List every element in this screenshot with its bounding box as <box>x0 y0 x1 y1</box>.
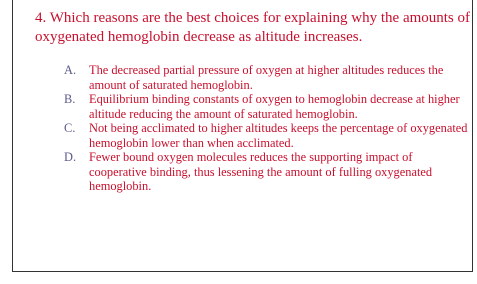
question-text: 4. Which reasons are the best choices for explaining why the amounts of oxygenated hemoglobin decrease as altitude increases. <box>35 10 471 45</box>
option-letter: D. <box>64 150 77 164</box>
option-letter: A. <box>64 63 77 77</box>
question-card-frame <box>12 0 473 272</box>
answer-option-d[interactable] <box>64 150 469 194</box>
answer-option-a[interactable] <box>64 63 469 92</box>
option-letter: C. <box>64 121 76 135</box>
option-text: Fewer bound oxygen molecules reduces the supporting impact of cooperative binding, thus lessening the amount of fulling oxygenated hemoglobin. <box>89 150 433 193</box>
answer-option-c[interactable] <box>64 121 469 150</box>
option-letter: B. <box>64 92 76 106</box>
option-text: The decreased partial pressure of oxygen at higher altitudes reduces the amount of saturated hemoglobin. <box>89 63 444 92</box>
option-text: Equilibrium binding constants of oxygen to hemoglobin decrease at higher altitude reducing the amount of saturated hemoglobin. <box>89 92 460 121</box>
option-text: Not being acclimated to higher altitudes keeps the percentage of oxygenated hemoglobin lower than when acclimated. <box>89 121 468 150</box>
answer-option-b[interactable] <box>64 92 469 121</box>
answer-options-list <box>64 63 469 194</box>
